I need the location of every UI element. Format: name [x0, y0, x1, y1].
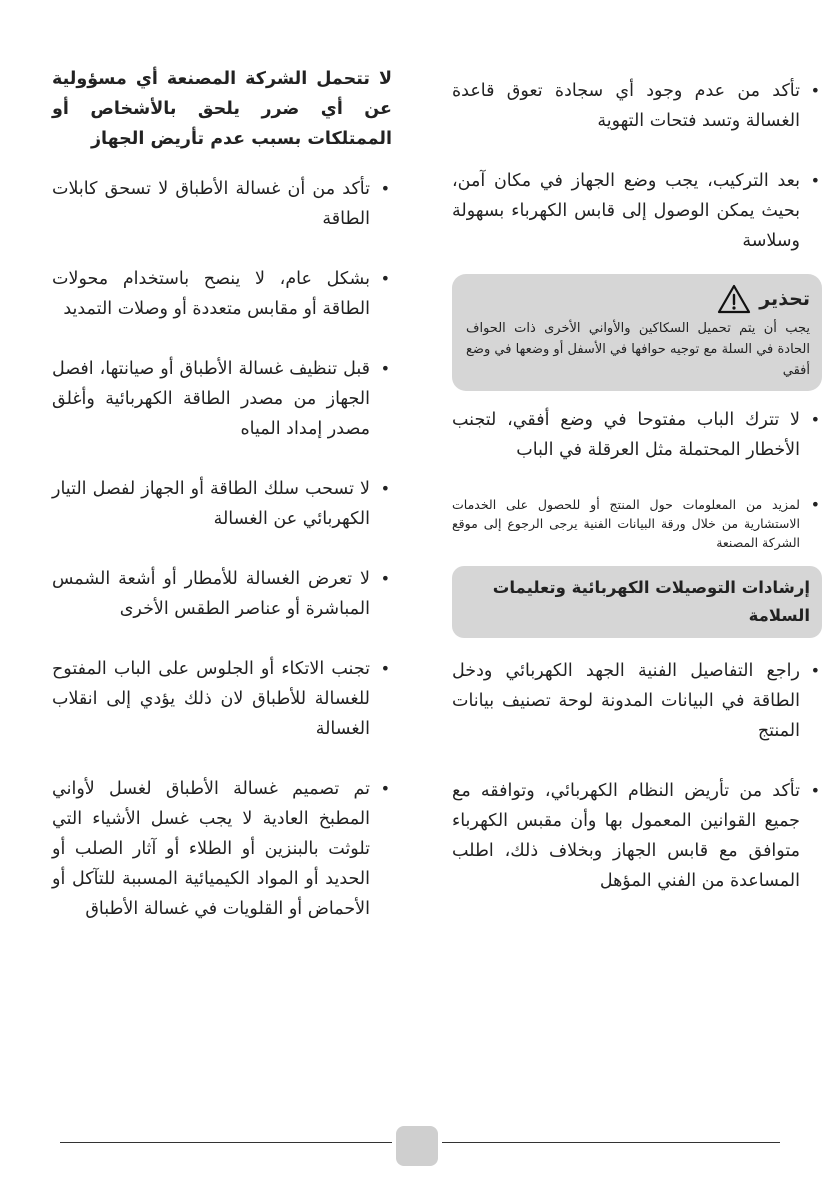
- list-item: • بعد التركيب، يجب وضع الجهاز في مكان آمن، بحيث يمكن الوصول إلى قابس الكهرباء بسهولة وسلاسة: [452, 166, 822, 256]
- warning-header: [466, 284, 810, 314]
- list-item: • تجنب الاتكاء أو الجلوس على الباب المفتوح للغسالة للأطباق لان ذلك يؤدي إلى انقلاب الغسالة: [52, 654, 392, 744]
- list-item: • قبل تنظيف غسالة الأطباق أو صيانتها، افصل الجهاز من مصدر الطاقة الكهربائية وأغلق مصدر إمداد المياه: [52, 354, 392, 444]
- list-item: • تأكد من أن غسالة الأطباق لا تسحق كابلات الطاقة: [52, 174, 392, 234]
- footer-rule-right: [442, 1142, 780, 1143]
- liability-notice: لا تتحمل الشركة المصنعة أي مسؤولية عن أي ضرر يلحق بالأشخاص أو الممتلكات بسبب عدم تأريض الجهاز: [52, 69, 392, 149]
- list-item: • تأكد من تأريض النظام الكهربائي، وتوافقه مع جميع القوانين المعمول بها وأن مقبس الكهرباء متوافق مع قابس الجهاز وبخلاف ذلك، اطلب المساعدة من الفني المؤهل: [452, 776, 822, 896]
- footer-rule-left: [60, 1142, 392, 1143]
- right-column: [452, 64, 822, 896]
- warning-title: تحذير: [759, 288, 810, 310]
- section-title: إرشادات التوصيلات الكهربائية وتعليمات السلامة: [492, 578, 810, 625]
- left-column: [52, 64, 392, 924]
- list-item: • لا تترك الباب مفتوحا في وضع أفقي، لتجنب الأخطار المحتملة مثل العرقلة في الباب: [452, 405, 822, 465]
- warning-box: [452, 274, 822, 391]
- list-item: • بشكل عام، لا ينصح باستخدام محولات الطاقة أو مقابس متعددة أو وصلات التمديد: [52, 264, 392, 324]
- section-title-box: [452, 566, 822, 638]
- list-item: • لا تعرض الغسالة للأمطار أو أشعة الشمس المباشرة أو عناصر الطقس الأخرى: [52, 564, 392, 624]
- list-item: • تأكد من عدم وجود أي سجادة تعوق قاعدة الغسالة وتسد فتحات التهوية: [452, 76, 822, 136]
- list-item: • راجع التفاصيل الفنية الجهد الكهربائي ودخل الطاقة في البيانات المدونة لوحة تصنيف بيانات المنتج: [452, 656, 822, 746]
- list-item: • لا تسحب سلك الطاقة أو الجهاز لفصل التيار الكهربائي عن الغسالة: [52, 474, 392, 534]
- list-item: • تم تصميم غسالة الأطباق لغسل لأواني المطبخ العادية لا يجب غسل الأشياء التي تلوثت بالبنزين أو الطلاء أو آثار الصلب أو الحديد أو المواد الكيميائية المسببة للتآكل أو الأحماض أو القلويات في غسالة الأطباق: [52, 774, 392, 924]
- warning-triangle-icon: [717, 284, 751, 314]
- info-note: • لمزيد من المعلومات حول المنتج أو للحصول على الخدمات الاستشارية من خلال ورقة البيانات الفنية يرجى الرجوع إلى موقع الشركة المصنعة: [452, 495, 822, 552]
- warning-text: يجب أن يتم تحميل السكاكين والأواني الأخرى ذات الحواف الحادة في السلة مع توجيه حوافها في الأسفل أو وضعها في وضع أفقي: [466, 321, 810, 378]
- page-number-badge: [396, 1126, 438, 1166]
